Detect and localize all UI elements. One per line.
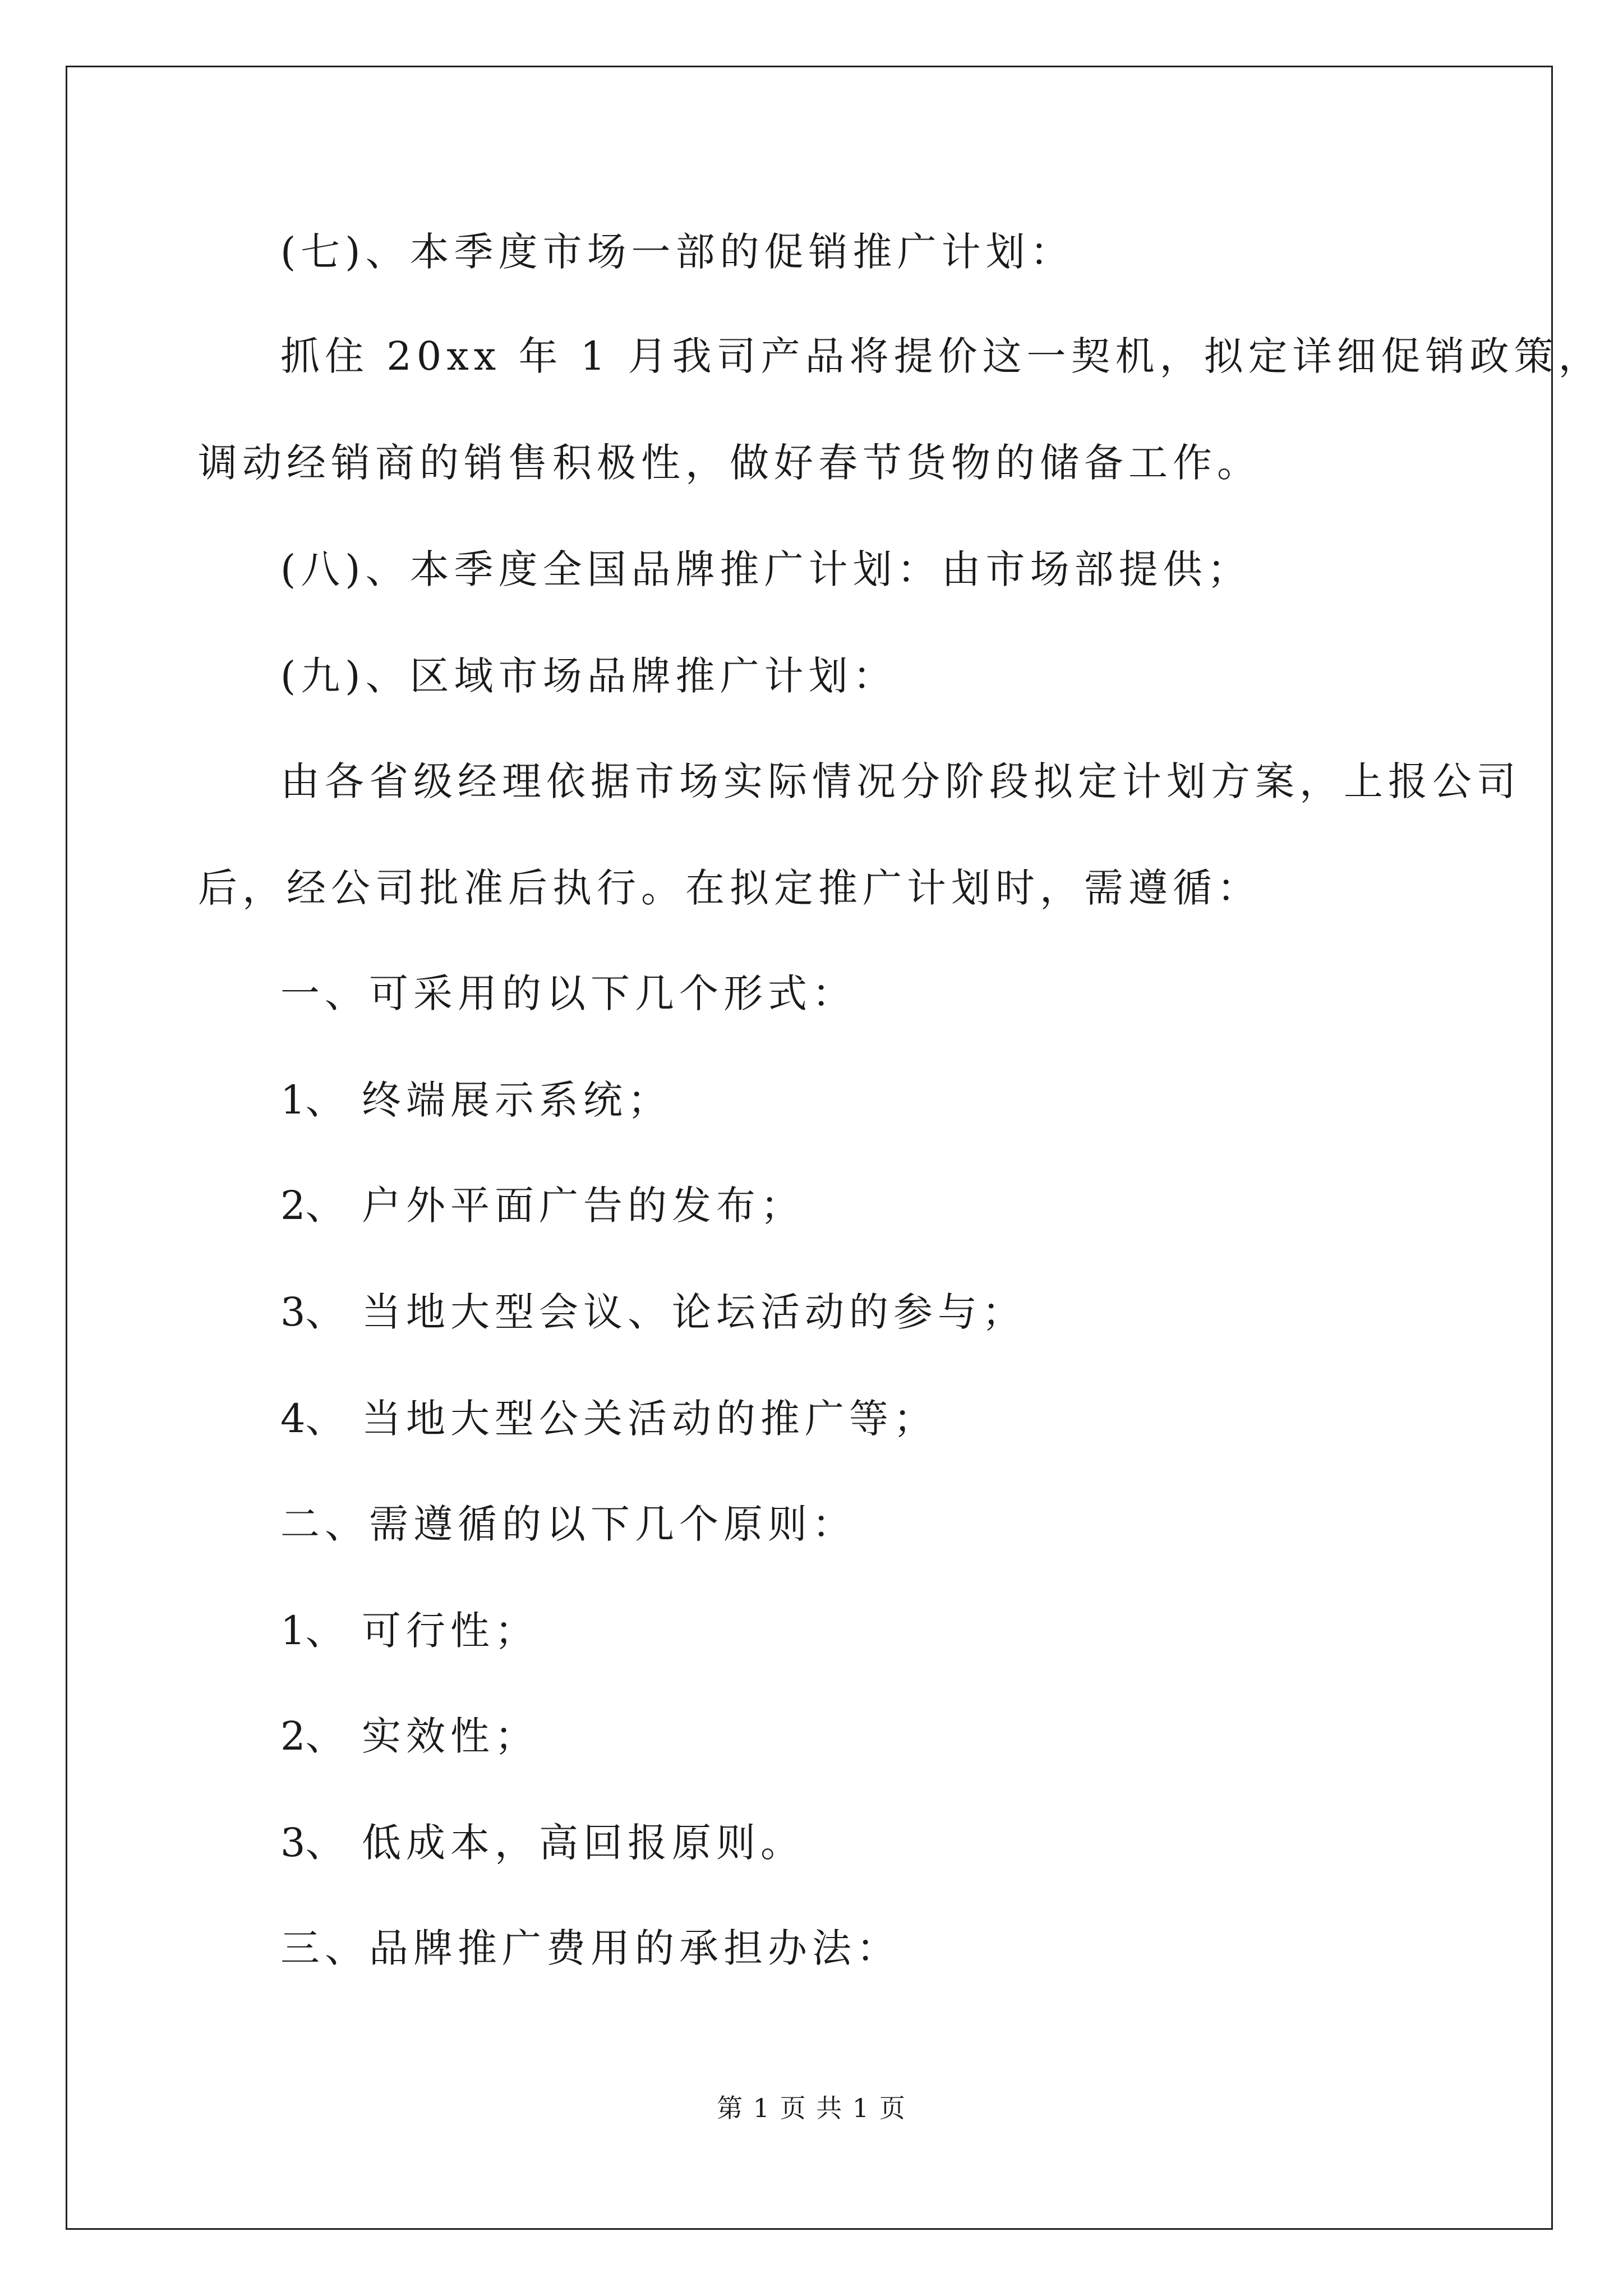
- page-number-footer: 第 1 页 共 1 页: [717, 2093, 906, 2123]
- list-item: [280, 1075, 672, 1125]
- list-item: [280, 1711, 539, 1761]
- list-item-number: 2、: [280, 1182, 345, 1228]
- list-item-number: 3、: [280, 1820, 345, 1866]
- list-item: [280, 1180, 805, 1231]
- cost-heading: 三、品牌推广费用的承担办法：: [280, 1925, 901, 1971]
- list-item-text: 终端展示系统；: [362, 1077, 672, 1123]
- list-item-text: 低成本，高回报原则。: [362, 1820, 805, 1866]
- section-9-body-line-2: 后，经公司批准后执行。在拟定推广计划时，需遵循：: [198, 865, 1261, 911]
- section-7-body-line-1: 抓住 20xx 年 1 月我司产品将提价这一契机，拟定详细促销政策，: [280, 333, 1603, 379]
- section-7-heading: (七)、本季度市场一部的促销推广计划：: [280, 229, 1075, 275]
- list-item-text: 可行性；: [362, 1608, 539, 1654]
- list-item-text: 当地大型会议、论坛活动的参与；: [362, 1289, 1026, 1335]
- list-item: [280, 1287, 1026, 1337]
- list-item-number: 1、: [280, 1077, 345, 1123]
- list-item-number: 4、: [280, 1396, 345, 1442]
- forms-heading: 一、可采用的以下几个形式：: [280, 970, 856, 1016]
- section-9-body-line-1: 由各省级经理依据市场实际情况分阶段拟定计划方案，上报公司: [280, 758, 1521, 804]
- principles-heading: 二、需遵循的以下几个原则：: [280, 1501, 856, 1547]
- list-item: [280, 1393, 938, 1444]
- page-border: [66, 66, 1553, 2230]
- section-8-heading: (八)、本季度全国品牌推广计划：由市场部提供；: [280, 546, 1252, 592]
- list-item: [280, 1818, 805, 1868]
- list-item-text: 实效性；: [362, 1713, 539, 1759]
- section-9-heading: (九)、区域市场品牌推广计划：: [280, 653, 897, 699]
- list-item-number: 2、: [280, 1713, 345, 1759]
- list-item-text: 户外平面广告的发布；: [362, 1182, 805, 1228]
- list-item-text: 当地大型公关活动的推广等；: [362, 1396, 938, 1442]
- list-item-number: 1、: [280, 1608, 345, 1654]
- list-item-number: 3、: [280, 1289, 345, 1335]
- section-7-body-line-2: 调动经销商的销售积极性，做好春节货物的储备工作。: [198, 440, 1261, 486]
- list-item: [280, 1605, 539, 1656]
